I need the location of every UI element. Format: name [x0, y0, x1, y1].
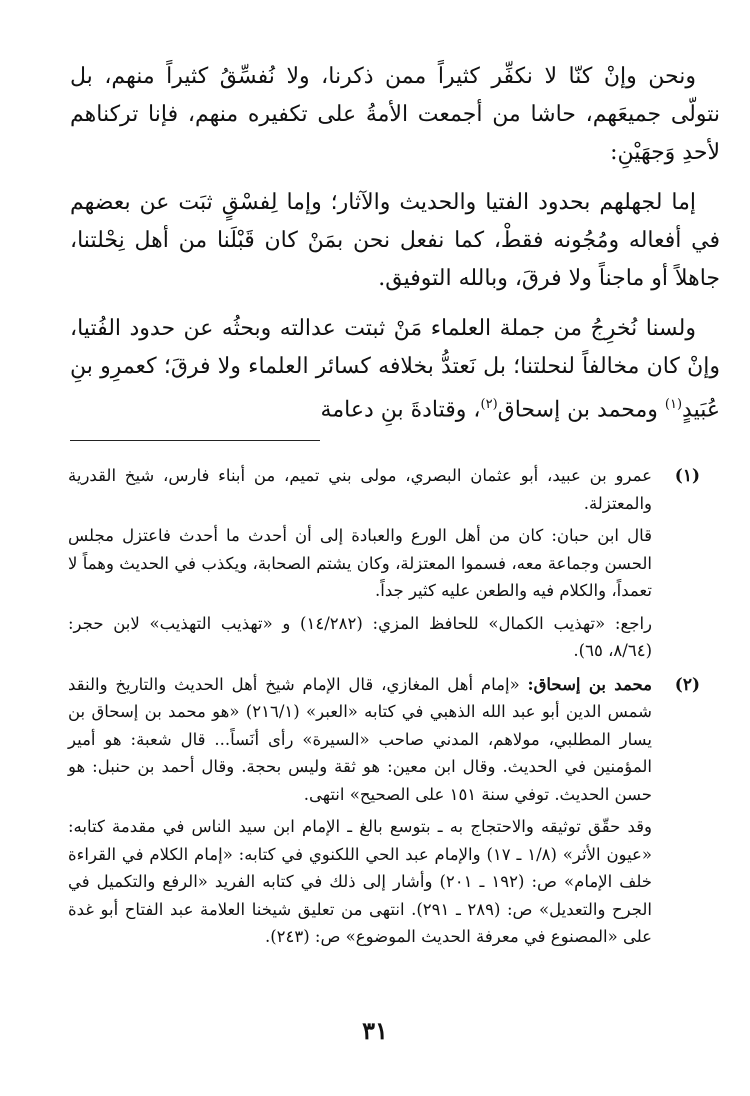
footnote-1	[68, 462, 700, 665]
footnote-paragraph: وقد حقّق توثيقه والاحتجاج به ـ بتوسع بالغ ـ الإمام ابن سيد الناس في مقدمة كتابه: «عيون الأثر» (١/٨ ـ ١٧) والإمام عبد الحي اللكنوي في كتابه: «إمام الكلام في القراءة خلف الإمام» ص: (١٩٢ ـ ٢٠١) وأشار إلى ذلك في كتابه الفريد «الرفع والتكميل في الجرح والتعديل» ص: (٢٨٩ ـ ٢٩١). انتهى من تعليق شيخنا العلامة عبد الفتاح أبو غدة على «المصنوع في معرفة الحديث الموضوع» ص: (٢٤٣).	[68, 817, 653, 946]
footnote-paragraph	[68, 671, 652, 809]
paragraph-text: ، وقتادةَ بنِ دعامة	[320, 397, 481, 423]
footnote-number: (٢)	[674, 674, 700, 695]
footnote-paragraph: راجع: «تهذيب الكمال» للحافظ المزي: (١٤/٢٨٢) و «تهذيب التهذيب» لابن حجر: (٨/٦٤، ٦٥).	[68, 613, 652, 660]
footnote-2	[68, 671, 700, 951]
paragraph	[70, 310, 720, 429]
footnotes	[68, 462, 700, 957]
footnote-text: «إمام أهل المغازي، قال الإمام شيخ أهل الحديث والتاريخ والنقد شمس الدين أبو عبد الله الذهبي في كتابه «العبر» (٢١٦/١) «هو محمد بن إسحاق بن يسار المطلبي، مولاهم، المدني صاحب «السيرة» رأى أنَساً... قال شعبة: هو أمير المؤمنين في الحديث. وقال ابن معين: هو ثقة وليس بحجة. وقال أحمد بن حنبل: هو حسن الحديث. توفي سنة ١٥١ على الصحيح» انتهى.	[68, 674, 653, 804]
paragraph-text: ولسنا نُخرِجُ من جملة العلماء مَنْ ثبتت عدالته وبحثُه عن حدود الفُتيا، وإنْ كان مخالفاً لنحلتنا؛ بل نَعتدُّ بخلافه كسائر العلماء ولا فرقَ؛ كعمرِو بنِ عُبَيدٍ	[70, 316, 720, 423]
main-text	[70, 58, 720, 441]
paragraph: ونحن وإنْ كنّا لا نكفِّر كثيراً ممن ذكرنا، ولا نُفسِّقُ كثيراً منهم، بل نتولّى جميعَهم، حاشا من أجمعت الأمةُ على تكفيره منهم، فإنا تركناهم لأحدِ وَجهَيْنِ:	[70, 64, 721, 165]
footnote-paragraph: عمرو بن عبيد، أبو عثمان البصري، مولى بني تميم، من أبناء فارس، شيخ القدرية والمعتزلة.	[68, 466, 652, 513]
paragraph: إما لجهلهم بحدود الفتيا والحديث والآثار؛ وإما لِفسْقٍ ثبَت عن بعضهم في أفعاله ومُجُونه فقطْ، كما نفعل نحن بمَنْ كان قَبْلَنا من أهل نِحْلتنا، جاهلاً أو ماجناً ولا فرقَ، وبالله التوفيق.	[70, 190, 720, 291]
footnote-lead: محمد بن إسحاق:	[527, 674, 653, 694]
page-number: ٣١	[362, 1016, 388, 1045]
footnote-number: (١)	[674, 466, 700, 486]
paragraph-text: ومحمد بن إسحاق	[497, 397, 665, 423]
footnote-ref-2[interactable]: (٢)	[480, 397, 498, 412]
footnote-ref-1[interactable]: (١)	[664, 397, 683, 412]
footnote-separator	[70, 440, 320, 441]
footnote-paragraph: قال ابن حبان: كان من أهل الورع والعبادة إلى أن أحدث ما أحدث فاعتزل مجلس الحسن وجماعة معه، فسموا المعتزلة، وكان يشتم الصحابة، ويكذب في الحديث وهماً لا تعمداً، والكلام فيه والطعن عليه كثير جداً.	[68, 526, 652, 600]
